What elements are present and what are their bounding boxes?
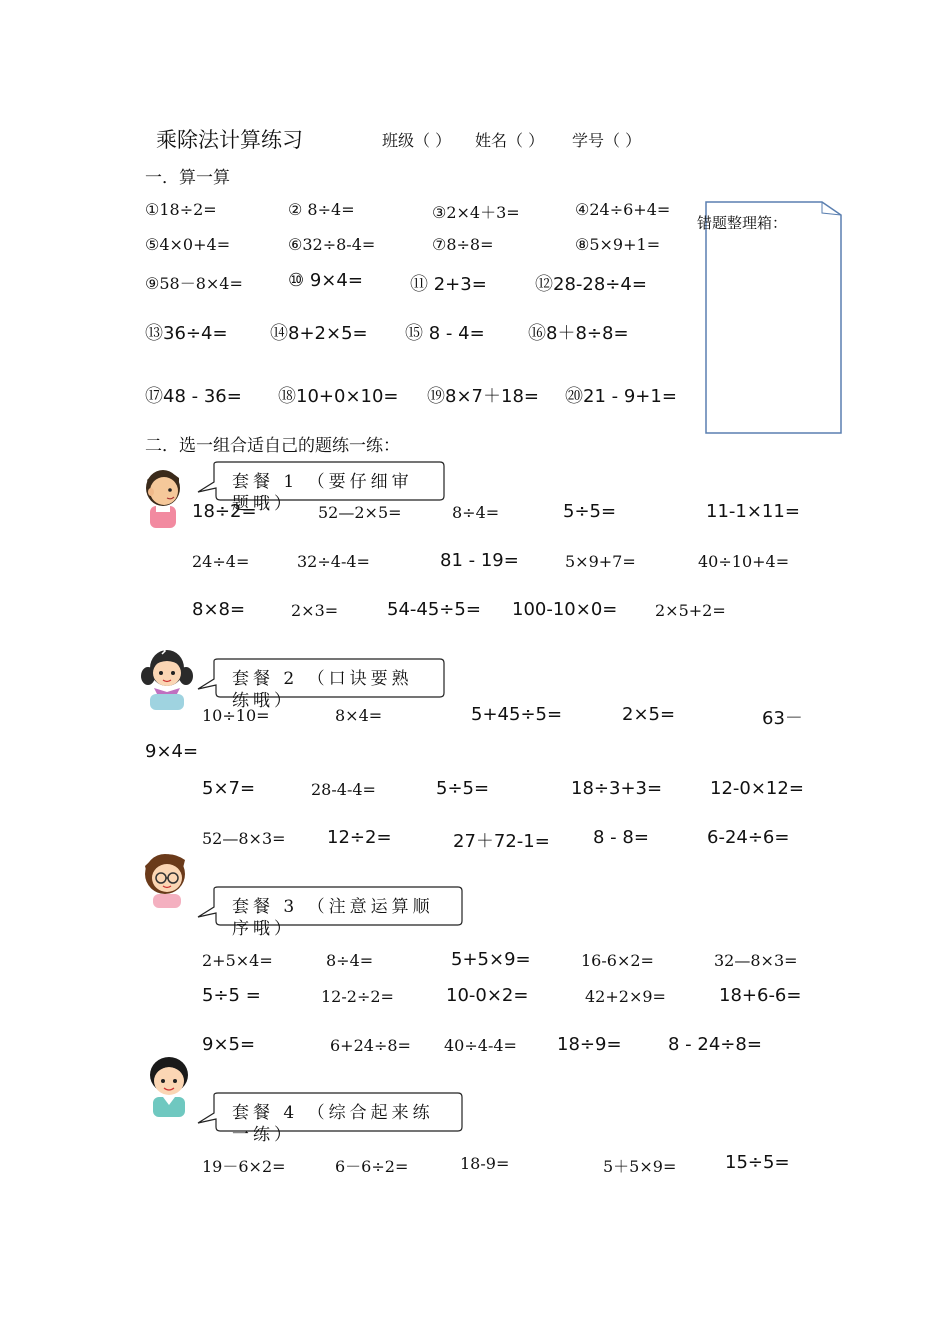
combo-3-label: 套餐 3 （注意运算顺序哦） xyxy=(232,897,434,939)
problem: 52—2×5= xyxy=(318,503,402,522)
problem: 12-2÷2= xyxy=(321,987,394,1006)
problem: 5+5×9= xyxy=(451,949,531,970)
problem: 8 - 8= xyxy=(593,827,649,848)
problem: 24÷4= xyxy=(192,552,250,571)
problem: ② 8÷4= xyxy=(288,200,355,219)
problem: 6－6÷2= xyxy=(335,1157,409,1176)
problem: 12-0×12= xyxy=(710,778,804,799)
problem: 32—8×3= xyxy=(714,951,798,970)
problem: 18÷9= xyxy=(557,1034,622,1055)
page-title: 乘除法计算练习 xyxy=(156,128,303,152)
problem: 9×5= xyxy=(202,1034,256,1055)
problem: ④24÷6+4= xyxy=(575,200,671,219)
problem: 40÷4-4= xyxy=(444,1036,517,1055)
problem: 28-4-4= xyxy=(311,780,376,799)
problem: ①18÷2= xyxy=(145,200,217,219)
problem: 40÷10+4= xyxy=(698,552,790,571)
problem: 10-0×2= xyxy=(446,985,529,1006)
class-field[interactable]: 班级（ ） xyxy=(382,131,452,150)
section-2-heading: 二．选一组合适自己的题练一练： xyxy=(145,436,400,456)
problem: ⑭8+2×5= xyxy=(270,323,368,344)
problem: 5×9+7= xyxy=(565,552,636,571)
boy-avatar-icon xyxy=(142,468,184,532)
error-collection-box[interactable] xyxy=(705,201,842,434)
problem: 32÷4-4= xyxy=(297,552,370,571)
problem: 5×7= xyxy=(202,778,256,799)
boy-avatar-icon xyxy=(145,1055,193,1119)
problem: ⑧5×9+1= xyxy=(575,235,661,254)
problem: ⑦8÷8= xyxy=(432,235,494,254)
problem: 2+5×4= xyxy=(202,951,273,970)
problem: ⑥32÷8-4= xyxy=(288,235,376,254)
problem: 54-45÷5= xyxy=(387,599,481,620)
problem: 8÷4= xyxy=(452,503,500,522)
problem: 18÷3+3= xyxy=(571,778,663,799)
problem: 52—8×3= xyxy=(202,829,286,848)
combo-2-label: 套餐 2 （口诀要熟练哦） xyxy=(232,669,413,711)
problem: 11-1×11= xyxy=(706,501,800,522)
problem: 5÷5= xyxy=(563,501,617,522)
problem: 9×4= xyxy=(145,741,199,762)
problem: ③2×4＋3= xyxy=(432,203,520,222)
problem: ⑯8＋8÷8= xyxy=(528,323,629,344)
problem: ⑱10+0×10= xyxy=(278,386,399,407)
problem: 5＋5×9= xyxy=(603,1157,677,1176)
problem: 2×5= xyxy=(622,704,676,725)
problem: ⑳21 - 9+1= xyxy=(565,386,677,407)
problem: ⑩ 9×4= xyxy=(288,270,363,291)
problem: 42+2×9= xyxy=(585,987,666,1006)
problem: 100-10×0= xyxy=(512,599,618,620)
problem: 19－6×2= xyxy=(202,1157,286,1176)
problem: 8 - 24÷8= xyxy=(668,1034,762,1055)
problem: 5+45÷5= xyxy=(471,704,563,725)
name-field[interactable]: 姓名（ ） xyxy=(475,131,545,150)
problem: 18-9= xyxy=(460,1154,510,1173)
problem: ⑲8×7＋18= xyxy=(427,386,539,407)
error-box-label: 错题整理箱： xyxy=(697,214,788,232)
problem: 10÷10= xyxy=(202,706,270,725)
glasses-girl-avatar-icon xyxy=(135,850,195,910)
problem: ⑰48 - 36= xyxy=(145,386,242,407)
section-1-heading: 一．算一算 xyxy=(145,168,230,188)
girl-avatar-icon xyxy=(140,646,194,712)
problem: ⑪ 2+3= xyxy=(410,274,487,295)
problem: 16-6×2= xyxy=(581,951,654,970)
problem: ⑤4×0+4= xyxy=(145,235,231,254)
problem: ⑮ 8 - 4= xyxy=(405,323,485,344)
problem: 6-24÷6= xyxy=(707,827,790,848)
problem: 18+6-6= xyxy=(719,985,802,1006)
problem: 5÷5= xyxy=(436,778,490,799)
problem: 12÷2= xyxy=(327,827,392,848)
problem: 2×3= xyxy=(291,601,339,620)
combo-1-label: 套餐 1 （要仔细审题哦） xyxy=(232,472,413,514)
problem: 8÷4= xyxy=(326,951,374,970)
problem: 2×5+2= xyxy=(655,601,726,620)
problem: ⑨58－8×4= xyxy=(145,274,243,293)
problem: 8×8= xyxy=(192,599,246,620)
problem: 6+24÷8= xyxy=(330,1036,411,1055)
problem: 63－ xyxy=(762,708,803,729)
problem: 5÷5 = xyxy=(202,985,261,1006)
problem: ⑫28-28÷4= xyxy=(535,274,647,295)
combo-4-label: 套餐 4 （综合起来练一练） xyxy=(232,1103,434,1145)
problem: 27＋72-1= xyxy=(453,831,550,852)
problem: 8×4= xyxy=(335,706,383,725)
student-number-field[interactable]: 学号（ ） xyxy=(572,131,642,150)
problem: 15÷5= xyxy=(725,1152,790,1173)
problem: ⑬36÷4= xyxy=(145,323,228,344)
problem: 81 - 19= xyxy=(440,550,519,571)
problem: 18÷2= xyxy=(192,501,257,522)
